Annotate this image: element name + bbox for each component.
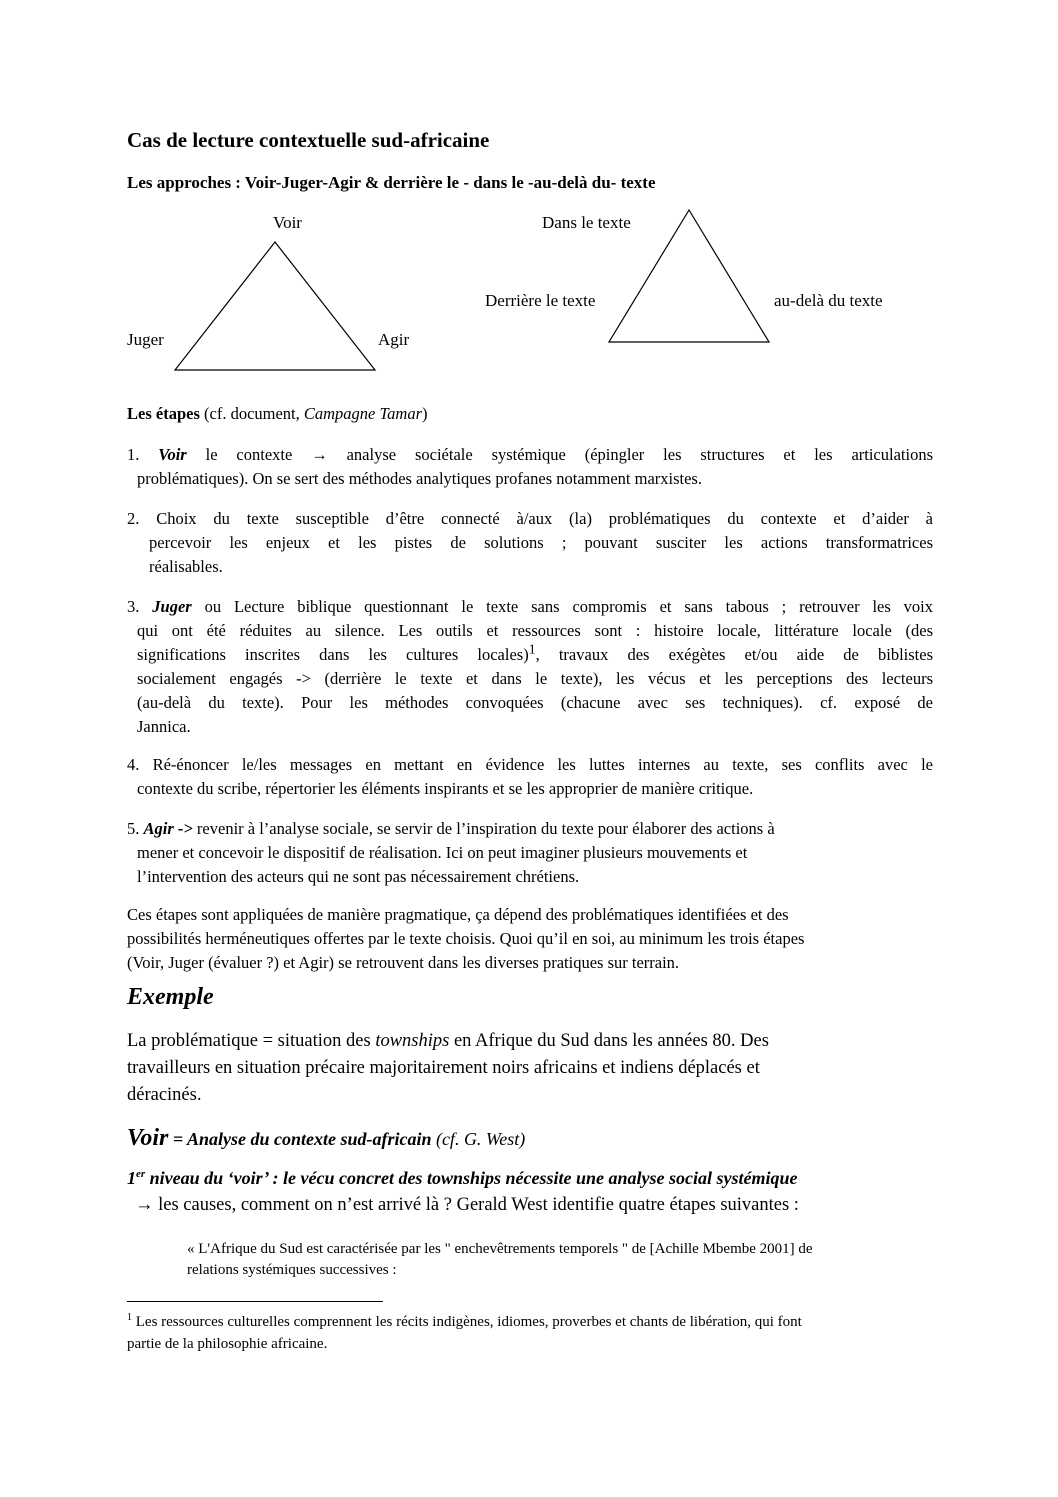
- item-text: , travaux des exégètes et/ou aide de biblistes: [535, 645, 933, 664]
- item-text: le contexte → analyse sociétale systémique (épingler les structures et les articulations: [186, 445, 934, 464]
- item-text: problématiques). On se sert des méthodes analytiques profanes notamment marxistes.: [137, 469, 702, 488]
- paragraph-line: possibilités herméneutiques offertes par le texte choisis. Quoi qu’il en soi, au minimum les trois étapes: [127, 929, 805, 948]
- triangle-right-shape: [0, 0, 1058, 400]
- paragraph-text: en Afrique du Sud dans les années 80. Des: [449, 1031, 769, 1051]
- item-text: revenir à l’analyse sociale, se servir de l’inspiration du texte pour élaborer des actions à: [192, 819, 775, 838]
- triangle-left-top-label: Voir: [273, 213, 302, 232]
- voir-heading-rest: = Analyse du contexte sud-africain: [168, 1129, 432, 1149]
- paragraph-text: La problématique = situation des: [127, 1031, 376, 1051]
- footnote-text: partie de la philosophie africaine.: [127, 1336, 328, 1352]
- etapes-label: Les étapes: [127, 404, 200, 423]
- list-item-2: [127, 507, 933, 579]
- item-keyword: Voir: [158, 445, 187, 464]
- footnote: [127, 1311, 937, 1355]
- triangle-right-left-label: Derrière le texte: [485, 291, 596, 310]
- item-text: socialement engagés -> (derrière le texte et dans le texte), les vécus et les perceptions des lecteurs: [137, 669, 933, 688]
- item-keyword: Agir ->: [143, 819, 193, 838]
- item-number: 1.: [127, 445, 159, 464]
- footnote-text: Les ressources culturelles comprennent les récits indigènes, idiomes, proverbes et chants de libération, qui font: [132, 1314, 802, 1330]
- item-keyword: Juger: [152, 597, 192, 616]
- paragraph-line: Ces étapes sont appliquées de manière pragmatique, ça dépend des problématiques identifiées et des: [127, 905, 789, 924]
- list-item-3: [127, 595, 933, 739]
- niveau-number: 1: [127, 1168, 136, 1188]
- footnote-number: 1: [127, 1312, 132, 1323]
- item-text: significations inscrites dans les cultures locales): [137, 645, 529, 664]
- footnote-ref[interactable]: 1: [528, 641, 536, 657]
- quote-block: [187, 1239, 947, 1281]
- paragraph-line: déracinés.: [127, 1085, 202, 1105]
- voir-heading-ref: (cf. G. West): [431, 1129, 526, 1149]
- exemple-heading: Exemple: [127, 984, 214, 1010]
- footnote-separator: [127, 1301, 383, 1302]
- item-text: 4. Ré-énoncer le/les messages en mettant en évidence les luttes internes au texte, ses conflits avec le: [127, 755, 933, 774]
- townships-term: townships: [375, 1031, 450, 1051]
- paragraph-line: (Voir, Juger (évaluer ?) et Agir) se retrouvent dans les diverses pratiques sur terrain.: [127, 953, 680, 972]
- triangle-right-top-label: Dans le texte: [542, 213, 631, 232]
- item-text: 2. Choix du texte susceptible d’être connecté à/aux (la) problématiques du contexte et d’aider à: [127, 509, 933, 528]
- problematique-paragraph: [127, 1028, 907, 1109]
- etapes-ref-italic: Campagne Tamar: [303, 404, 423, 423]
- causes-line: → les causes, comment on n’est arrivé là ? Gerald West identifie quatre étapes suivantes :: [135, 1195, 799, 1215]
- item-text: Jannica.: [137, 717, 191, 736]
- list-item-4: [127, 753, 933, 801]
- triangle-left-left-label: Juger: [127, 330, 164, 349]
- niveau-heading: [127, 1168, 797, 1189]
- triangle-left-right-label: Agir: [378, 330, 410, 349]
- item-text: percevoir les enjeux et les pistes de solutions ; pouvant susciter les actions transformatrices: [149, 533, 933, 552]
- item-text: réalisables.: [149, 557, 223, 576]
- quote-line: « L'Afrique du Sud est caractérisée par les " enchevêtrements temporels " de [Achille Mbembe 2001] de: [187, 1241, 813, 1257]
- item-number: 3.: [127, 597, 153, 616]
- item-number: 5.: [127, 819, 144, 838]
- etapes-heading: [127, 404, 428, 424]
- niveau-sup: er: [136, 1168, 146, 1180]
- conclusion-paragraph: [127, 903, 933, 975]
- page-title: Cas de lecture contextuelle sud-africaine: [127, 128, 490, 152]
- item-text: qui ont été réduites au silence. Les outils et ressources sont : histoire locale, littérature locale (des: [137, 621, 933, 640]
- niveau-text: niveau du ‘voir’ : le vécu concret des townships nécessite une analyse social systémique: [145, 1168, 798, 1188]
- item-text: (au-delà du texte). Pour les méthodes convoquées (chacune avec ses techniques). cf. exposé de: [137, 693, 933, 712]
- etapes-ref-pre: (cf. document,: [199, 404, 304, 423]
- item-text: mener et concevoir le dispositif de réalisation. Ici on peut imaginer plusieurs mouvements et: [137, 843, 748, 862]
- approaches-subtitle: Les approches : Voir-Juger-Agir & derrière le - dans le -au-delà du- texte: [127, 173, 656, 192]
- item-text: l’intervention des acteurs qui ne sont pas nécessairement chrétiens.: [137, 867, 580, 886]
- quote-line: relations systémiques successives :: [187, 1262, 397, 1278]
- voir-heading-big: Voir: [127, 1125, 169, 1151]
- item-text: ou Lecture biblique questionnant le texte sans compromis et sans tabous ; retrouver les voix: [191, 597, 933, 616]
- triangle-right-right-label: au-delà du texte: [774, 291, 883, 310]
- voir-heading: [127, 1125, 525, 1152]
- item-text: contexte du scribe, répertorier les éléments inspirants et se les approprier de manière critique.: [137, 779, 754, 798]
- list-item-1: [127, 443, 933, 491]
- list-item-5: [127, 817, 933, 889]
- paragraph-line: travailleurs en situation précaire majoritairement noirs africains et indiens déplacés et: [127, 1058, 760, 1078]
- etapes-ref-post: ): [422, 404, 428, 423]
